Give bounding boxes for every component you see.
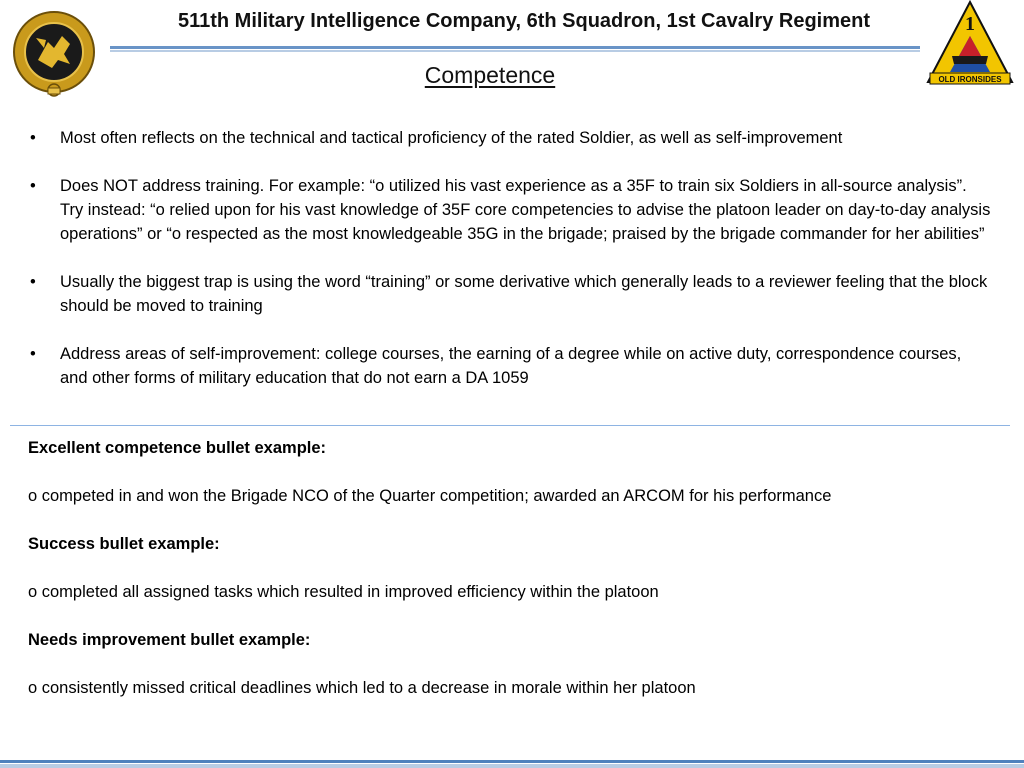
excellent-example: o competed in and won the Brigade NCO of the Quarter competition; awarded an ARCOM for his performance bbox=[28, 487, 832, 505]
needs-improvement-example: o consistently missed critical deadlines which led to a decrease in morale within her platoon bbox=[28, 679, 696, 697]
header-rule-light bbox=[110, 50, 920, 52]
slide-title: Competence bbox=[424, 62, 556, 88]
success-heading: Success bullet example: bbox=[28, 535, 220, 553]
examples-section bbox=[28, 436, 998, 724]
footer-rule-light bbox=[0, 764, 1024, 768]
bullet-item: • Does NOT address training. For example: “o utilized his vast experience as a 35F to train six Soldiers in all-source analysis”. Try instead: “o relied upon for his vast knowledge of 35F core competencies to advise the platoon leader on day-to-day analysis operations” or “o respected as the most knowledgeable 35G in the brigade; praised by the brigade commander for her abilities” bbox=[28, 174, 993, 246]
svg-text:OLD IRONSIDES: OLD IRONSIDES bbox=[938, 75, 1002, 84]
section-divider bbox=[10, 425, 1010, 426]
unit-title: 511th Military Intelligence Company, 6th Squadron, 1st Cavalry Regiment bbox=[177, 10, 871, 32]
competence-bullet-list bbox=[28, 126, 993, 414]
success-example: o completed all assigned tasks which resulted in improved efficiency within the platoon bbox=[28, 583, 659, 601]
needs-improvement-heading: Needs improvement bullet example: bbox=[28, 631, 311, 649]
svg-text:1: 1 bbox=[965, 13, 975, 35]
excellent-heading: Excellent competence bullet example: bbox=[28, 439, 327, 457]
bullet-item: • Usually the biggest trap is using the word “training” or some derivative which generally leads to a reviewer feeling that the block should be moved to training bbox=[28, 270, 993, 318]
bullet-item: • Address areas of self-improvement: college courses, the earning of a degree while on active duty, correspondence courses, and other forms of military education that do not earn a DA 1059 bbox=[28, 342, 993, 390]
bullet-item: • Most often reflects on the technical and tactical proficiency of the rated Soldier, as well as self-improvement bbox=[28, 126, 993, 150]
header-rule bbox=[110, 46, 920, 49]
footer-rule bbox=[0, 760, 1024, 763]
